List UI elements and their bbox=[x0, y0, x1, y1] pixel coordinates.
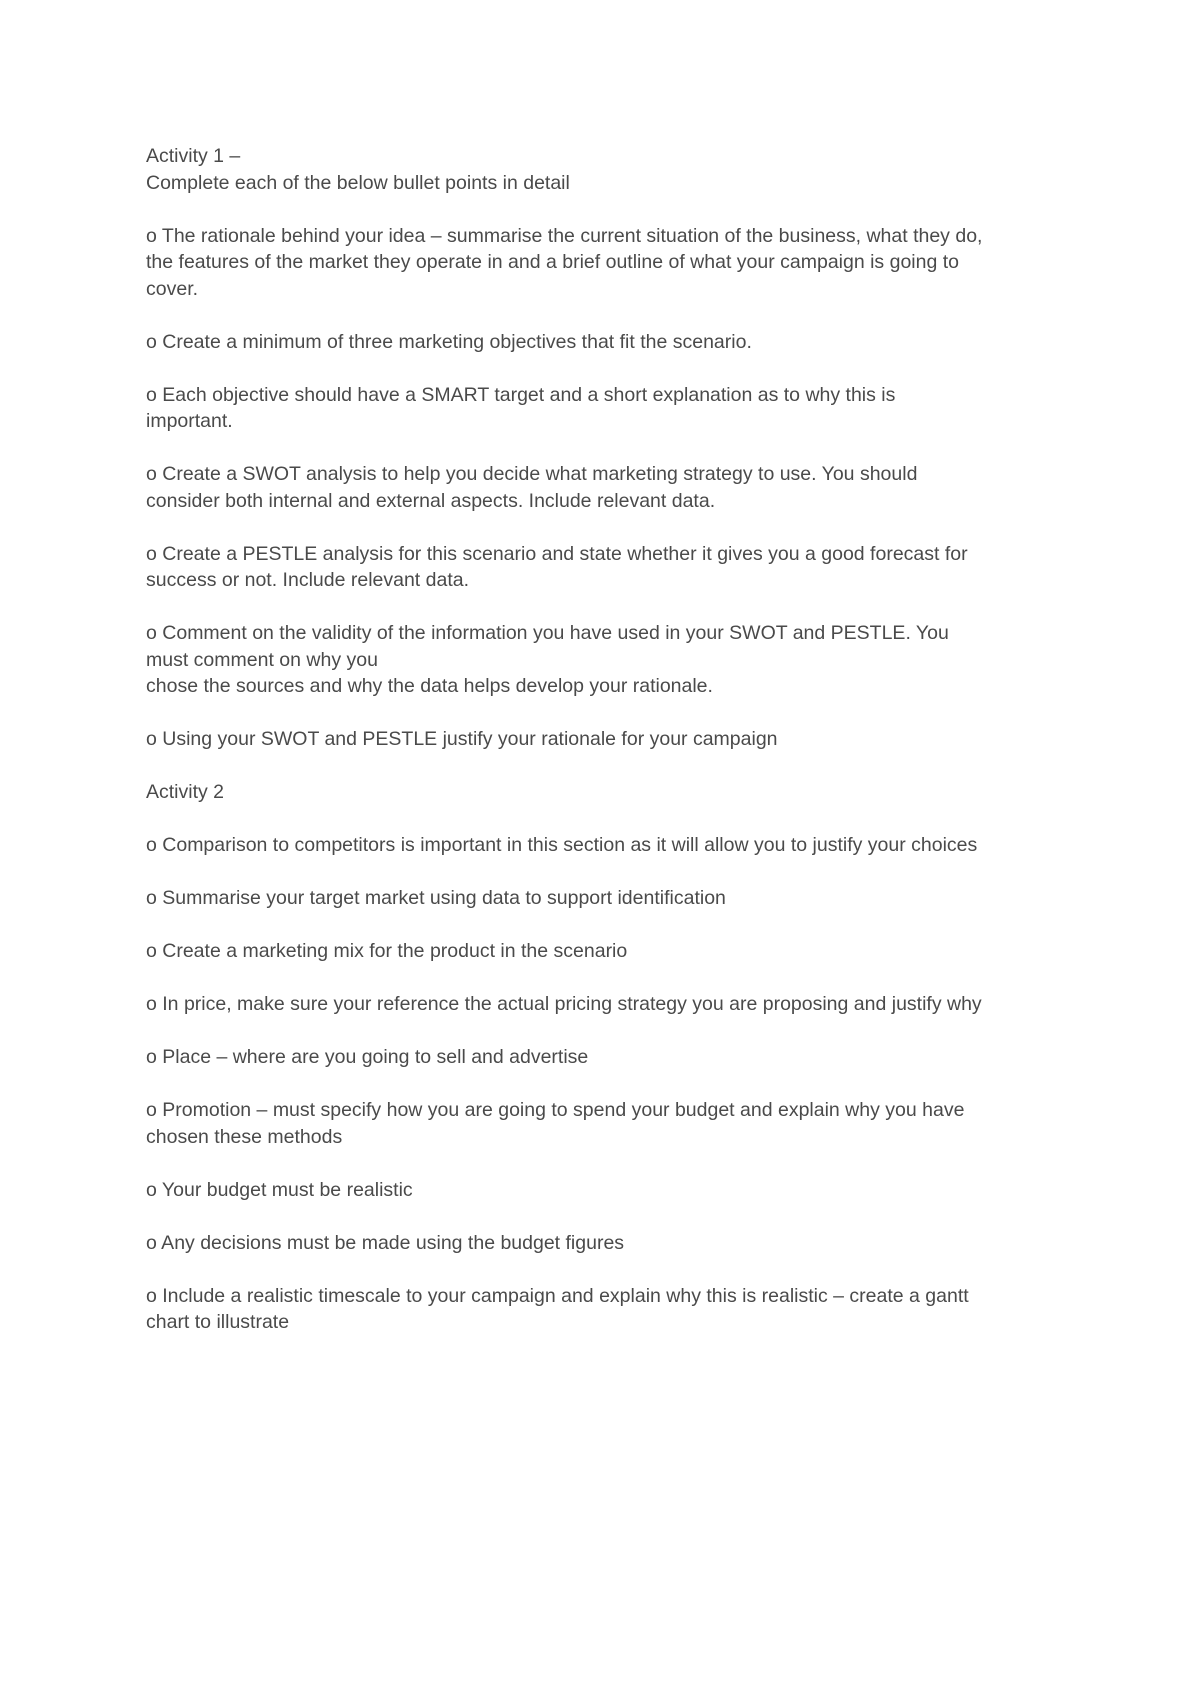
activity1-intro: Complete each of the below bullet points in detail bbox=[146, 171, 570, 194]
bullet-smart-target bbox=[146, 382, 1066, 435]
bullet-line: o Promotion – must specify how you are going to spend your budget and explain why you have bbox=[146, 1099, 965, 1121]
bullet-line: o Using your SWOT and PESTLE justify your rationale for your campaign bbox=[146, 728, 778, 750]
bullet-line: chose the sources and why the data helps develop your rationale. bbox=[146, 675, 713, 697]
bullet-justify bbox=[146, 726, 1066, 753]
bullet-timescale bbox=[146, 1283, 1066, 1336]
bullet-line: o Include a realistic timescale to your campaign and explain why this is realistic – create a gantt bbox=[146, 1284, 969, 1307]
bullet-competitors bbox=[146, 832, 1066, 859]
bullet-target-market bbox=[146, 885, 1066, 912]
bullet-budget bbox=[146, 1177, 1066, 1204]
bullet-line: consider both internal and external aspects. Include relevant data. bbox=[146, 489, 716, 512]
bullet-rationale bbox=[146, 223, 1066, 303]
bullet-line: o Summarise your target market using data to support identification bbox=[146, 887, 726, 909]
bullet-line: o Create a minimum of three marketing objectives that fit the scenario. bbox=[146, 330, 752, 353]
bullet-line: o Any decisions must be made using the budget figures bbox=[146, 1231, 625, 1254]
bullet-line: o In price, make sure your reference the actual pricing strategy you are proposing and justify why bbox=[146, 993, 982, 1015]
bullet-line: o Each objective should have a SMART target and a short explanation as to why this is bbox=[146, 383, 896, 406]
bullet-pestle bbox=[146, 541, 1066, 594]
bullet-line: o The rationale behind your idea – summarise the current situation of the business, what they do, bbox=[146, 224, 983, 247]
bullet-line: the features of the market they operate in and a brief outline of what your campaign is going to bbox=[146, 251, 959, 273]
bullet-line: o Comment on the validity of the information you have used in your SWOT and PESTLE. You bbox=[146, 622, 949, 644]
bullet-marketing-mix bbox=[146, 938, 1066, 965]
bullet-line: chosen these methods bbox=[146, 1125, 343, 1148]
bullet-line: o Create a SWOT analysis to help you decide what marketing strategy to use. You should bbox=[146, 463, 918, 485]
bullet-place bbox=[146, 1044, 1066, 1071]
bullet-line: o Your budget must be realistic bbox=[146, 1178, 413, 1201]
activity1-heading: Activity 1 – bbox=[146, 145, 241, 167]
bullet-price bbox=[146, 991, 1066, 1018]
bullet-line: success or not. Include relevant data. bbox=[146, 569, 470, 591]
bullet-line: o Comparison to competitors is important in this section as it will allow you to justify your choices bbox=[146, 834, 978, 856]
bullet-promotion bbox=[146, 1097, 1066, 1150]
bullet-line: o Place – where are you going to sell and advertise bbox=[146, 1046, 589, 1068]
activity2-heading: Activity 2 bbox=[146, 781, 225, 803]
bullet-line: chart to illustrate bbox=[146, 1311, 290, 1333]
bullet-swot bbox=[146, 461, 1066, 514]
bullet-line: important. bbox=[146, 410, 233, 432]
bullet-line: must comment on why you bbox=[146, 648, 378, 671]
bullet-line: o Create a marketing mix for the product in the scenario bbox=[146, 940, 628, 962]
document-body bbox=[146, 143, 1066, 1336]
bullet-validity bbox=[146, 620, 1066, 700]
bullet-line: o Create a PESTLE analysis for this scenario and state whether it gives you a good forecast for bbox=[146, 542, 968, 565]
bullet-objectives bbox=[146, 329, 1066, 356]
bullet-decisions bbox=[146, 1230, 1066, 1257]
bullet-line: cover. bbox=[146, 277, 199, 300]
